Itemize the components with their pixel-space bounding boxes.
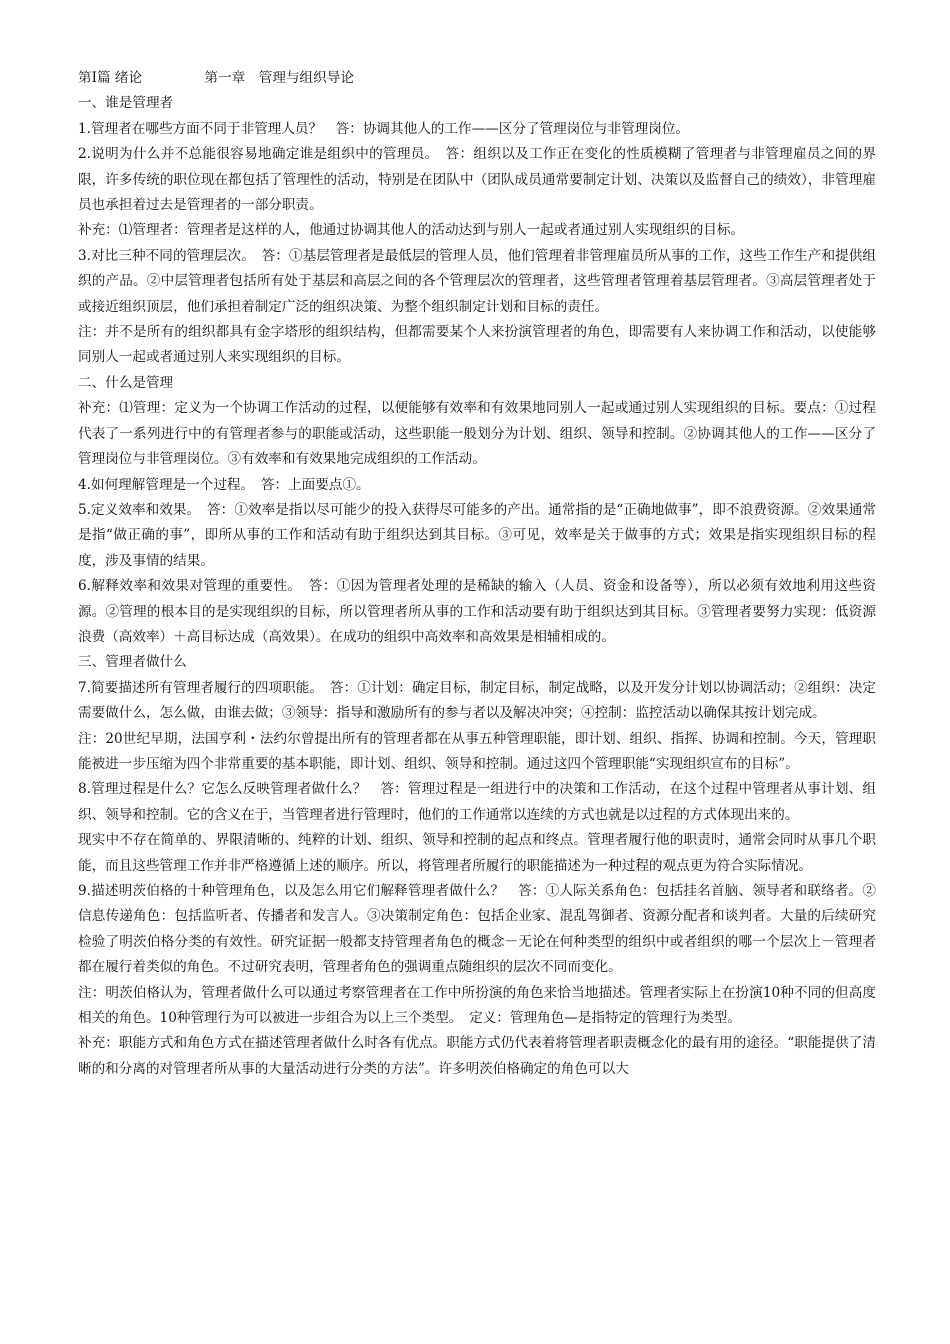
- paragraph: 5.定义效率和效果。 答：①效率是指以尽可能少的投入获得尽可能多的产出。通常指的是“正确地做事”，即不浪费资源。②效果通常是指“做正确的事”，即所从事的工作和活动有助于组织达到其目标。③可见，效率是关于做事的方式；效果是指实现组织目标的程度，涉及事情的结果。: [78, 501, 876, 569]
- section-heading: 二、什么是管理: [78, 374, 174, 391]
- paragraph: 8.管理过程是什么？它怎么反映管理者做什么？ 答：管理过程是一组进行中的决策和工作活动，在这个过程中管理者从事计划、组织、领导和控制。它的含义在于，当管理者进行管理时，他们的工作通常以连续的方式也就是以过程的方式体现出来的。: [78, 781, 876, 823]
- document-page: [78, 66, 876, 1082]
- paragraph: 补充：职能方式和角色方式在描述管理者做什么时各有优点。职能方式仍代表着将管理者职责概念化的最有用的途径。“职能提供了清晰的和分离的对管理者所从事的大量活动进行分类的方法”。许多明茨伯格确定的角色可以大: [78, 1035, 876, 1077]
- section-heading: 三、管理者做什么: [78, 654, 187, 671]
- part-title: 第Ⅰ篇 绪论: [78, 70, 143, 86]
- paragraph: 注：并不是所有的组织都具有金字塔形的组织结构，但都需要某个人来扮演管理者的角色，即需要有人来协调工作和活动，以使能够同别人一起或者通过别人来实现组织的目标。: [78, 324, 876, 366]
- paragraph: 7.简要描述所有管理者履行的四项职能。 答：①计划：确定目标，制定目标，制定战略，以及开发分计划以协调活动；②组织：决定需要做什么，怎么做，由谁去做；③领导：指导和激励所有的参与者以及解决冲突；④控制：监控活动以确保其按计划完成。: [78, 679, 876, 722]
- page-header: [78, 66, 876, 91]
- paragraph: 补充：⑴管理：定义为一个协调工作活动的过程，以便能够有效率和有效果地同别人一起或通过别人实现组织的目标。要点：①过程代表了一系列进行中的有管理者参与的职能或活动，这些职能一般划分为计划、组织、领导和控制。②协调其他人的工作——区分了管理岗位与非管理岗位。③有效率和有效果地完成组织的工作活动。: [78, 400, 876, 468]
- paragraph: 补充：⑴管理者：管理者是这样的人，他通过协调其他人的活动达到与别人一起或者通过别人实现组织的目标。: [78, 222, 745, 239]
- paragraph: 注：20世纪早期，法国亨利・法约尔曾提出所有的管理者都在从事五种管理职能，即计划、组织、指挥、协调和控制。今天，管理职能被进一步压缩为四个非常重要的基本职能，即计划、组织、领导和控制。通过这四个管理职能“实现组织宣布的目标”。: [78, 730, 876, 772]
- paragraph: 注：明茨伯格认为，管理者做什么可以通过考察管理者在工作中所扮演的角色来恰当地描述。管理者实际上在扮演10种不同的但高度相关的角色。10种管理行为可以被进一步组合为以上三个类型。 定义：管理角色—是指特定的管理行为类型。: [78, 984, 876, 1027]
- paragraph: 3.对比三种不同的管理层次。 答：①基层管理者是最低层的管理人员，他们管理着非管理雇员所从事的工作，这些工作生产和提供组织的产品。②中层管理者包括所有处于基层和高层之间的各个管理层次的管理者，这些管理者管理着基层管理者。③高层管理者处于或接近组织顶层，他们承担着制定广泛的组织决策、为整个组织制定计划和目标的责任。: [78, 247, 876, 315]
- paragraph: 1.管理者在哪些方面不同于非管理人员？ 答：协调其他人的工作——区分了管理岗位与非管理岗位。: [78, 120, 690, 137]
- paragraph: 6.解释效率和效果对管理的重要性。 答：①因为管理者处理的是稀缺的输入（人员、资金和设备等），所以必须有效地利用这些资源。②管理的根本目的是实现组织的目标，所以管理者所从事的工作和活动要有助于组织达到其目标。③管理者要努力实现：低资源浪费（高效率）＋高目标达成（高效果）。在成功的组织中高效率和高效果是相辅相成的。: [78, 578, 876, 645]
- chapter-title: 第一章 管理与组织导论: [204, 70, 354, 86]
- document-body: [78, 91, 876, 1082]
- paragraph: 现实中不存在简单的、界限清晰的、纯粹的计划、组织、领导和控制的起点和终点。管理者履行他的职责时，通常会同时从事几个职能，而且这些管理工作并非严格遵循上述的顺序。所以，将管理者所履行的职能描述为一种过程的观点更为符合实际情况。: [78, 832, 876, 874]
- paragraph: 4.如何理解管理是一个过程。 答：上面要点①。: [78, 476, 370, 493]
- paragraph: 2.说明为什么并不总能很容易地确定谁是组织中的管理员。 答：组织以及工作正在变化的性质模糊了管理者与非管理雇员之间的界限，许多传统的职位现在都包括了管理性的活动，特别是在团队中（团队成员通常要制定计划、决策以及监督自己的绩效），非管理雇员也承担着过去是管理者的一部分职责。: [78, 146, 876, 214]
- paragraph: 9.描述明茨伯格的十种管理角色，以及怎么用它们解释管理者做什么？ 答：①人际关系角色：包括挂名首脑、领导者和联络者。②信息传递角色：包括监听者、传播者和发言人。③决策制定角色：包括企业家、混乱驾御者、资源分配者和谈判者。大量的后续研究检验了明茨伯格分类的有效性。研究证据一般都支持管理者角色的概念－无论在何种类型的组织中或者组织的哪一个层次上－管理者都在履行着类似的角色。不过研究表明，管理者角色的强调重点随组织的层次不同而变化。: [78, 883, 876, 976]
- section-heading: 一、谁是管理者: [78, 95, 174, 112]
